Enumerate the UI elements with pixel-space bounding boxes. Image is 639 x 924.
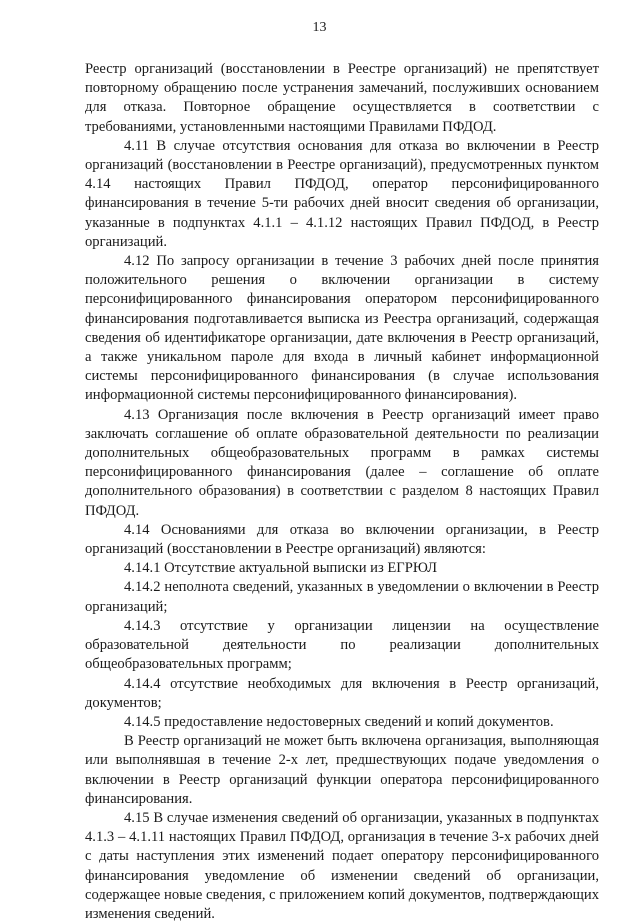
page-number: 13 [312, 20, 327, 35]
paragraph-continuation: Реестр организаций (восстановлении в Реестре организаций) не препятствует повторному обращению после устранения замечаний, послуживших основанием для отказа. Повторное обращение осуществляется в соответствии с требованиями, установленными настоящими Правилами ПФДОД. [85, 61, 599, 135]
paragraph-4-14: 4.14 Основаниями для отказа во включении организации, в Реестр организаций (восстановлении в Реестре организаций) являются: [85, 521, 599, 558]
paragraph-exclusion: В Реестр организаций не может быть включена организация, выполняющая или выполнявшая в течение 2-х лет, предшествующих подаче уведомления о включении в Реестр организаций функции оператора персонифицированного финансирования. [85, 733, 599, 807]
paragraph-4-14-5: 4.14.5 предоставление недостоверных сведений и копий документов. [124, 713, 554, 730]
paragraph-4-15: 4.15 В случае изменения сведений об организации, указанных в подпунктах 4.1.3 – 4.1.11 настоящих Правил ПФДОД, организация в течение 3-х рабочих дней с даты наступления этих изменений подает оператору персонифицированного финансирования уведомление об изменении сведений об организации, содержащее новые сведения, с приложением копий документов, подтверждающих изменения сведений. [85, 809, 599, 922]
paragraph-4-14-3: 4.14.3 отсутствие у организации лицензии на осуществление образовательной деятельности по реализации дополнительных общеобразовательных программ; [85, 617, 599, 673]
paragraph-4-13: 4.13 Организация после включения в Реестр организаций имеет право заключать соглашение об оплате образовательной деятельности по реализации дополнительных общеобразовательных программ в рамках системы персонифицированного финансирования (далее – соглашение об оплате дополнительного образования) в соответствии с разделом 8 настоящих Правил ПФДОД. [85, 406, 599, 519]
paragraph-4-12: 4.12 По запросу организации в течение 3 рабочих дней после принятия положительного решения о включении организации в систему персонифицированного финансирования оператором персонифицированного финансирования подготавливается выписка из Реестра организаций, содержащая сведения об идентификаторе организации, дате включения в Реестр организаций, а также уникальном пароле для входа в личный кабинет информационной системы персонифицированного финансирования (в случае использования информационной системы персонифицированного финансирования). [85, 253, 599, 404]
paragraph-4-14-2: 4.14.2 неполнота сведений, указанных в уведомлении о включении в Реестр организаций; [85, 579, 599, 615]
paragraph-4-11: 4.11 В случае отсутствия основания для отказа во включении в Реестр организаций (восстановлении в Реестре организаций), предусмотренных пунктом 4.14 настоящих Правил ПФДОД, оператор персонифицированного финансирования в течение 5-ти рабочих дней вносит сведения об организации, указанные в подпунктах 4.1.1 – 4.1.12 настоящих Правил ПФДОД, в Реестр организаций. [85, 137, 599, 250]
paragraph-4-14-1: 4.14.1 Отсутствие актуальной выписки из ЕГРЮЛ [124, 560, 438, 577]
paragraph-4-14-4: 4.14.4 отсутствие необходимых для включения в Реестр организаций, документов; [85, 675, 599, 711]
document-body [85, 60, 599, 924]
